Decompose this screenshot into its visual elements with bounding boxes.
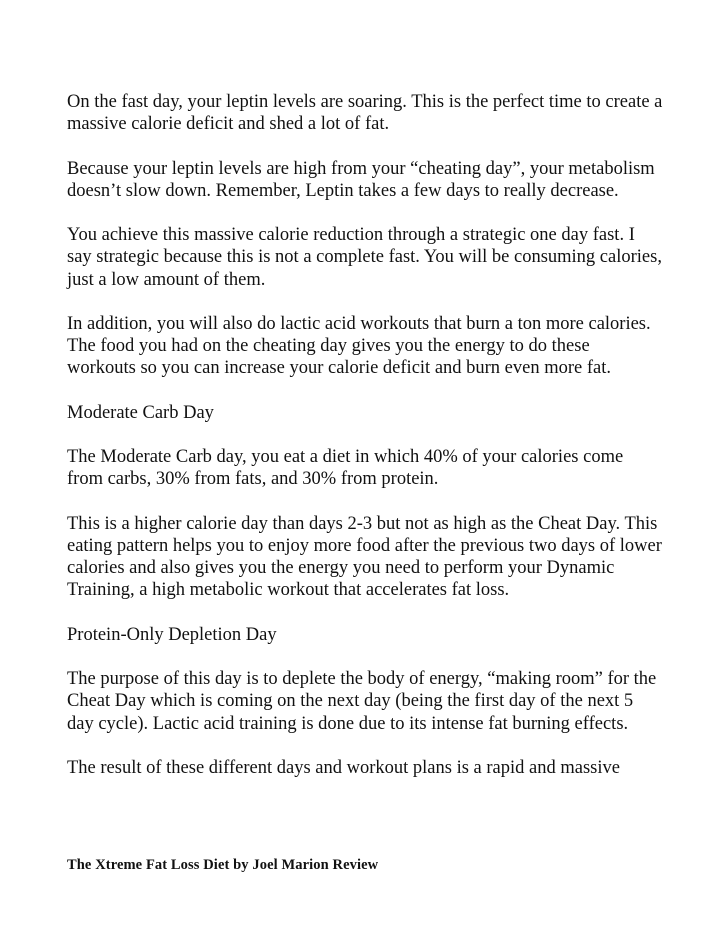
heading-protein-only-depletion-day: Protein-Only Depletion Day bbox=[67, 624, 277, 645]
document-body bbox=[67, 91, 663, 801]
paragraph-leptin-levels: Because your leptin levels are high from your “cheating day”, your metabolism doesn’t slow down. Remember, Leptin takes a few days to really decrease. bbox=[67, 158, 655, 201]
page-footer: The Xtreme Fat Loss Diet by Joel Marion Review bbox=[67, 857, 379, 873]
paragraph-result: The result of these different days and workout plans is a rapid and massive bbox=[67, 757, 620, 778]
paragraph-lactic-acid-workouts: In addition, you will also do lactic acid workouts that burn a ton more calories. The food you had on the cheating day gives you the energy to do these workouts so you can increase your calorie deficit and burn even more fat. bbox=[67, 313, 651, 379]
paragraph-moderate-carb-macros: The Moderate Carb day, you eat a diet in which 40% of your calories come from carbs, 30% from fats, and 30% from protein. bbox=[67, 447, 624, 490]
paragraph-depletion-purpose: The purpose of this day is to deplete the body of energy, “making room” for the Cheat Day which is coming on the next day (being the first day of the next 5 day cycle). Lactic acid training is done due to its intense fat burning effects. bbox=[67, 669, 657, 734]
paragraph-calorie-reduction: You achieve this massive calorie reduction through a strategic one day fast. I say strategic because this is not a complete fast. You will be consuming calories, just a low amount of them. bbox=[67, 225, 662, 290]
heading-moderate-carb-day: Moderate Carb Day bbox=[67, 402, 214, 423]
paragraph-fast-day: On the fast day, your leptin levels are soaring. This is the perfect time to create a massive calorie deficit and shed a lot of fat. bbox=[67, 92, 663, 135]
paragraph-higher-calorie-day: This is a higher calorie day than days 2-3 but not as high as the Cheat Day. This eating pattern helps you to enjoy more food after the previous two days of lower calories and also gives you the energy you need to perform your Dynamic Training, a high metabolic workout that accelerates fat loss. bbox=[67, 513, 662, 601]
